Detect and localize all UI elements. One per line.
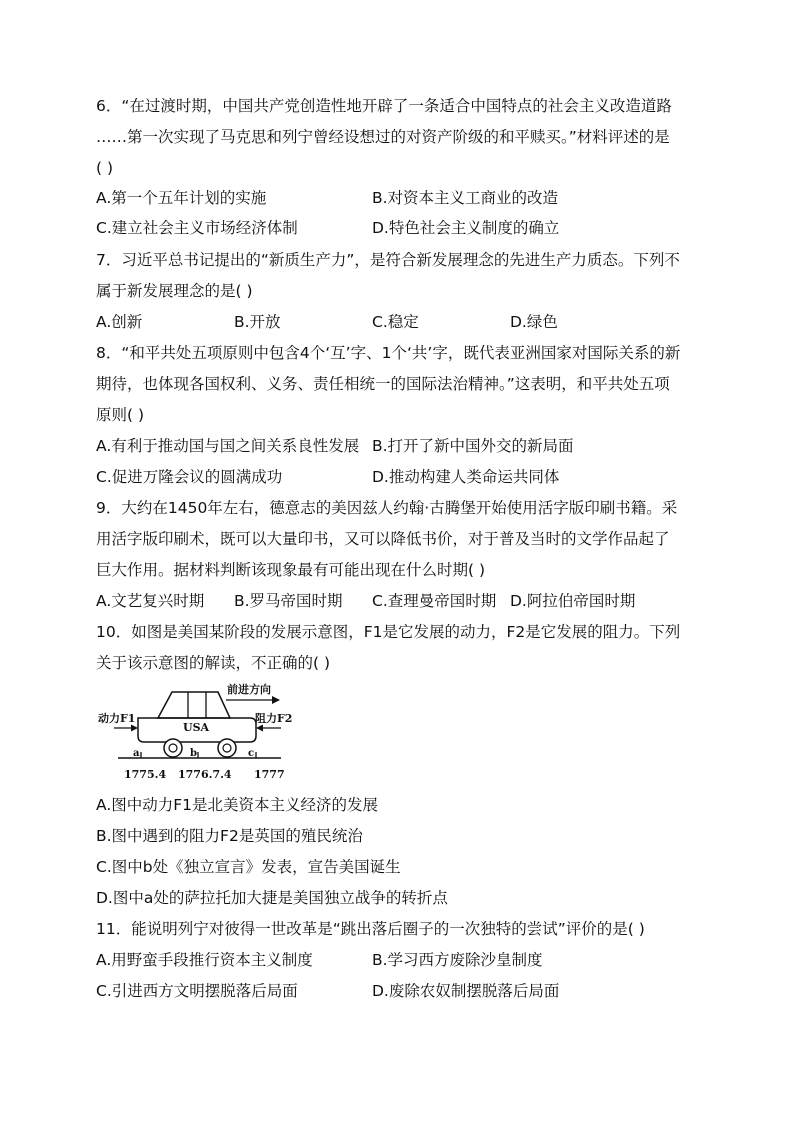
point-b-label: b — [190, 748, 197, 759]
q6-option-c[interactable]: C.建立社会主义市场经济体制 — [96, 219, 298, 237]
date-1777: 1777 — [254, 768, 285, 781]
q8-option-c[interactable]: C.促进万隆会议的圆满成功 — [96, 468, 283, 486]
date-1775-4: 1775.4 — [124, 768, 167, 781]
point-a-label: a — [133, 748, 140, 759]
q9-stem-line3: 巨大作用。据材料判断该现象最有可能出现在什么时期( ) — [96, 561, 486, 579]
q10-option-b[interactable]: B.图中遇到的阻力F2是英国的殖民统治 — [96, 827, 363, 845]
diagram-svg — [96, 680, 306, 788]
q6-stem-line2: ……第一次实现了马克思和列宁曾经设想过的对资产阶级的和平赎买。”材料评述的是 — [96, 128, 670, 146]
q6-option-d[interactable]: D.特色社会主义制度的确立 — [372, 219, 560, 237]
q7-stem-line2: 属于新发展理念的是( ) — [96, 282, 253, 300]
q9-option-a[interactable]: A.文艺复兴时期 — [96, 592, 205, 610]
q9-option-b[interactable]: B.罗马帝国时期 — [234, 592, 343, 610]
q6-option-b[interactable]: B.对资本主义工商业的改造 — [372, 189, 559, 207]
usa-development-diagram — [96, 680, 306, 788]
force-f2-arrow-head — [256, 725, 263, 732]
force-f1-arrow-head — [131, 725, 138, 732]
q7-option-a[interactable]: A.创新 — [96, 313, 143, 331]
q8-stem-line2: 期待，也体现各国权利、义务、责任相统一的国际法治精神。”这表明，和平共处五项 — [96, 375, 670, 393]
q6-stem-line1: 6．“在过渡时期，中国共产党创造性地开辟了一条适合中国特点的社会主义改造道路 — [96, 97, 672, 115]
q7-stem-line1: 7．习近平总书记提出的“新质生产力”，是符合新发展理念的先进生产力质态。下列不 — [96, 251, 680, 269]
q10-option-d[interactable]: D.图中a处的萨拉托加大捷是美国独立战争的转折点 — [96, 889, 448, 907]
q7-option-d[interactable]: D.绿色 — [510, 313, 558, 331]
q8-stem-line1: 8．“和平共处五项原则中包含4个‘互’字、1个‘共’字，既代表亚洲国家对国际关系的新 — [96, 344, 681, 362]
q6-option-a[interactable]: A.第一个五年计划的实施 — [96, 189, 267, 207]
q10-option-a[interactable]: A.图中动力F1是北美资本主义经济的发展 — [96, 796, 379, 814]
q9-option-c[interactable]: C.查理曼帝国时期 — [372, 592, 497, 610]
q8-option-a[interactable]: A.有利于推动国与国之间关系良性发展 — [96, 437, 360, 455]
q11-option-a[interactable]: A.用野蛮手段推行资本主义制度 — [96, 951, 313, 969]
q11-option-d[interactable]: D.废除农奴制摆脱落后局面 — [372, 982, 560, 1000]
q8-stem-line3: 原则( ) — [96, 406, 145, 424]
date-1776-7-4: 1776.7.4 — [178, 768, 232, 781]
q7-option-b[interactable]: B.开放 — [234, 313, 281, 331]
q10-option-c[interactable]: C.图中b处《独立宣言》发表，宣告美国诞生 — [96, 858, 401, 876]
q9-stem-line2: 用活字版印刷术，既可以大量印书，又可以降低书价，对于普及当时的文学作品起了 — [96, 530, 670, 548]
point-c-label: c — [248, 748, 255, 759]
q10-stem-line1: 10．如图是美国某阶段的发展示意图，F1是它发展的动力，F2是它发展的阻力。下列 — [96, 623, 681, 641]
q11-option-c[interactable]: C.引进西方文明摆脱落后局面 — [96, 982, 298, 1000]
q8-option-d[interactable]: D.推动构建人类命运共同体 — [372, 468, 560, 486]
forward-direction-label: 前进方向 — [227, 683, 271, 696]
wheel-right — [218, 739, 236, 757]
force-f2-label: 阻力F2 — [255, 712, 293, 725]
forward-arrow-head — [272, 696, 280, 704]
car-label: USA — [183, 721, 210, 734]
force-f1-label: 动力F1 — [98, 712, 136, 725]
q8-option-b[interactable]: B.打开了新中国外交的新局面 — [372, 437, 574, 455]
q9-option-d[interactable]: D.阿拉伯帝国时期 — [510, 592, 636, 610]
q11-option-b[interactable]: B.学习西方废除沙皇制度 — [372, 951, 543, 969]
car-cabin — [158, 692, 230, 718]
q9-stem-line1: 9．大约在1450年左右，德意志的美因兹人约翰·古腾堡开始使用活字版印刷书籍。采 — [96, 499, 678, 517]
wheel-left — [164, 739, 182, 757]
q6-stem-line3: ( ) — [96, 159, 114, 177]
q7-option-c[interactable]: C.稳定 — [372, 313, 419, 331]
q11-stem-line1: 11．能说明列宁对彼得一世改革是“跳出落后圈子的一次独特的尝试”评价的是( ) — [96, 920, 645, 938]
q10-stem-line2: 关于该示意图的解读，不正确的( ) — [96, 654, 331, 672]
